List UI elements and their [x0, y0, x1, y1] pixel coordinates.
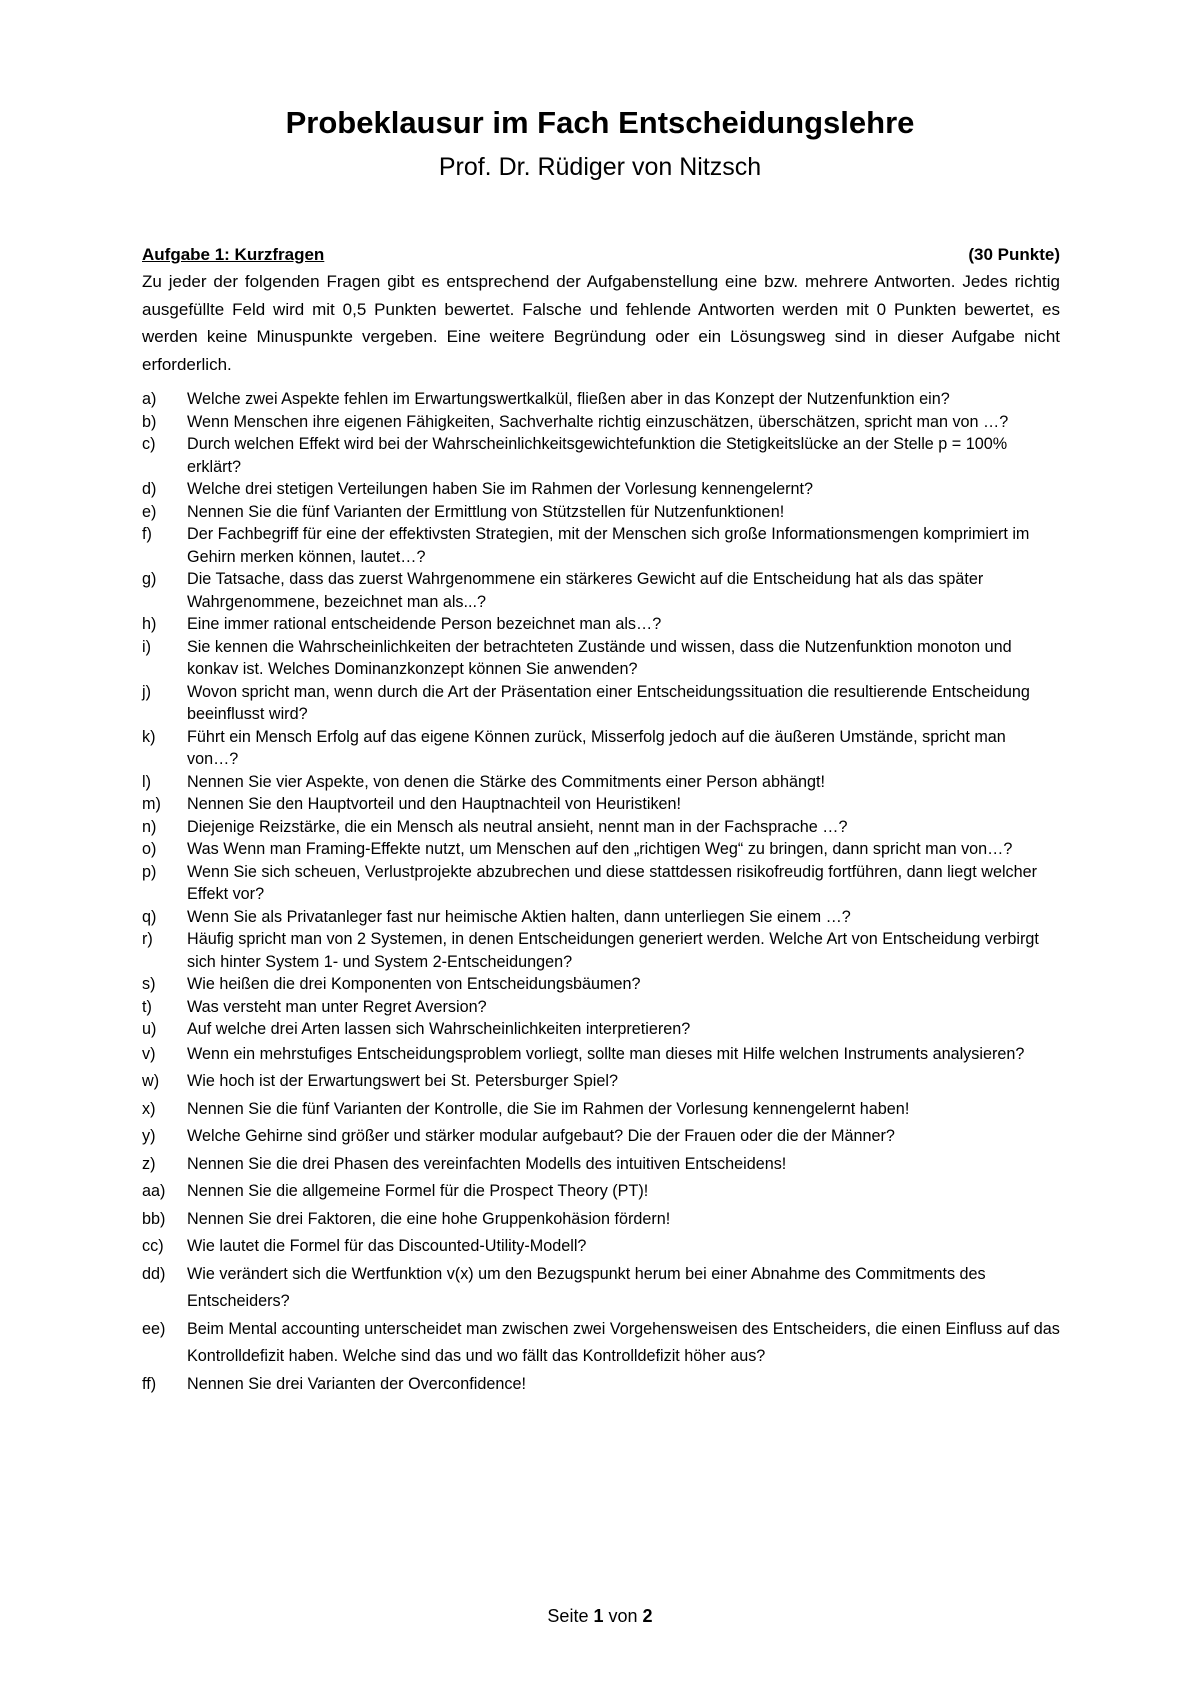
question-text: Nennen Sie den Hauptvorteil und den Hauptnachteil von Heuristiken! [187, 795, 682, 813]
question-label: a) [142, 390, 157, 408]
question-text: Wie lautet die Formel für das Discounted-Utility-Modell? [187, 1237, 587, 1255]
question-text: Wenn ein mehrstufiges Entscheidungsproblem vorliegt, sollte man dieses mit Hilfe welchen Instruments analysieren? [187, 1044, 1025, 1063]
question-item [142, 411, 1060, 434]
question-text: Wovon spricht man, wenn durch die Art der Präsentation einer Entscheidungssituation die resultierende Entscheidung beeinflusst wird? [187, 682, 1030, 723]
question-item [142, 906, 1060, 929]
question-label: n) [142, 817, 157, 836]
task-points: (30 Punkte) [968, 245, 1060, 264]
question-text: Häufig spricht man von 2 Systemen, in denen Entscheidungen generiert werden. Welche Art von Entscheidung verbirgt sich hinter System 1- und System 2-Entscheidungen? [187, 930, 1039, 971]
question-label: f) [142, 525, 152, 543]
question-item [142, 1178, 1060, 1206]
question-text: Beim Mental accounting unterscheidet man zwischen zwei Vorgehensweisen des Entscheiders, die einen Einfluss auf das Kontrolldefizit haben. Welche sind das und wo fällt das Kontrolldefizit höher aus? [187, 1319, 1060, 1365]
question-label: e) [142, 502, 157, 521]
question-item [142, 793, 1060, 816]
question-label: g) [142, 570, 157, 588]
question-text: Wie hoch ist der Erwartungswert bei St. Petersburger Spiel? [187, 1072, 618, 1090]
task-title: Aufgabe 1: Kurzfragen [142, 245, 325, 264]
question-label: r) [142, 930, 153, 948]
question-text: Nennen Sie die fünf Varianten der Kontrolle, die Sie im Rahmen der Vorlesung kennengelernt haben! [187, 1099, 910, 1118]
question-label: i) [142, 637, 151, 656]
task-section [142, 242, 1060, 1398]
footer-page-total: 2 [642, 1606, 653, 1626]
question-item [142, 501, 1060, 524]
question-item [142, 1068, 1060, 1096]
question-text: Welche Gehirne sind größer und stärker modular aufgebaut? Die der Frauen oder die der Männer? [187, 1127, 895, 1145]
question-text: Wie heißen die drei Komponenten von Entscheidungsbäumen? [187, 975, 641, 993]
question-item [142, 1233, 1060, 1261]
question-item [142, 928, 1060, 973]
question-label: j) [142, 682, 151, 701]
question-text: Nennen Sie die allgemeine Formel für die Prospect Theory (PT)! [187, 1182, 649, 1200]
question-text: Die Tatsache, dass das zuerst Wahrgenommene ein stärkeres Gewicht auf die Entscheidung hat als das später Wahrgenommene, bezeichnet man als...? [187, 570, 984, 611]
question-item [142, 613, 1060, 636]
question-text: Auf welche drei Arten lassen sich Wahrscheinlichkeiten interpretieren? [187, 1020, 691, 1038]
question-label: p) [142, 862, 157, 881]
question-label: y) [142, 1127, 156, 1145]
question-text: Nennen Sie drei Faktoren, die eine hohe Gruppenkohäsion fördern! [187, 1209, 671, 1228]
question-label: bb) [142, 1209, 166, 1228]
question-item [142, 771, 1060, 794]
question-item [142, 523, 1060, 568]
question-item [142, 973, 1060, 996]
question-item [142, 1123, 1060, 1151]
question-item [142, 681, 1060, 726]
question-label: k) [142, 727, 156, 746]
question-list [142, 388, 1060, 1398]
question-text: Sie kennen die Wahrscheinlichkeiten der betrachteten Zustände und wissen, dass die Nutzenfunktion monoton und konkav ist. Welches Dominanzkonzept können Sie anwenden? [187, 637, 1012, 678]
question-label: w) [142, 1072, 160, 1090]
question-text: Welche zwei Aspekte fehlen im Erwartungswertkalkül, fließen aber in das Konzept der Nutzenfunktion ein? [187, 390, 950, 408]
question-item [142, 726, 1060, 771]
author: Prof. Dr. Rüdiger von Nitzsch [438, 153, 762, 181]
question-label: q) [142, 907, 157, 926]
question-text: Der Fachbegriff für eine der effektivsten Strategien, mit der Menschen sich große Informationsmengen komprimiert im Gehirn merken können, lautet…? [187, 525, 1030, 566]
question-text: Wie verändert sich die Wertfunktion v(x) um den Bezugspunkt herum bei einer Abnahme des Commitments des Entscheiders? [187, 1264, 986, 1310]
question-item [142, 996, 1060, 1019]
question-label: t) [142, 997, 152, 1016]
question-label: v) [142, 1044, 156, 1063]
question-text: Diejenige Reizstärke, die ein Mensch als neutral ansieht, nennt man in der Fachsprache …? [187, 817, 848, 836]
question-label: h) [142, 615, 157, 633]
question-label: cc) [142, 1237, 164, 1255]
question-text: Wenn Sie als Privatanleger fast nur heimische Aktien halten, dann unterliegen Sie einem …? [187, 907, 851, 926]
question-item [142, 1151, 1060, 1179]
question-label: c) [142, 435, 156, 453]
question-label: s) [142, 975, 156, 993]
question-item [142, 1206, 1060, 1234]
question-label: o) [142, 840, 157, 858]
question-label: z) [142, 1154, 156, 1173]
question-text: Wenn Menschen ihre eigenen Fähigkeiten, Sachverhalte richtig einzuschätzen, überschätzen, spricht man von …? [187, 412, 1009, 431]
footer-middle: von [608, 1606, 638, 1626]
question-text: Nennen Sie die drei Phasen des vereinfachten Modells des intuitiven Entscheidens! [187, 1154, 787, 1173]
question-label: aa) [142, 1182, 166, 1200]
question-text: Nennen Sie die fünf Varianten der Ermittlung von Stützstellen für Nutzenfunktionen! [187, 502, 785, 521]
question-label: u) [142, 1020, 157, 1038]
question-text: Welche drei stetigen Verteilungen haben Sie im Rahmen der Vorlesung kennengelernt? [187, 480, 814, 498]
question-item [142, 1041, 1060, 1069]
question-text: Führt ein Mensch Erfolg auf das eigene Können zurück, Misserfolg jedoch auf die äußeren Umstände, spricht man von…? [187, 727, 1006, 768]
question-label: ee) [142, 1319, 166, 1338]
question-text: Was Wenn man Framing-Effekte nutzt, um Menschen auf den „richtigen Weg“ zu bringen, dann spricht man von…? [187, 840, 1013, 858]
question-label: dd) [142, 1264, 166, 1283]
footer-prefix: Seite [547, 1606, 589, 1626]
question-item [142, 433, 1060, 478]
question-item [142, 478, 1060, 501]
question-item [142, 1018, 1060, 1041]
question-label: l) [142, 772, 151, 791]
question-item [142, 568, 1060, 613]
question-item [142, 1261, 1060, 1316]
question-text: Wenn Sie sich scheuen, Verlustprojekte abzubrechen und diese stattdessen risikofreudig fortführen, dann liegt welcher Effekt vor? [187, 862, 1038, 903]
question-item [142, 1316, 1060, 1371]
question-item [142, 388, 1060, 411]
question-label: b) [142, 412, 157, 431]
question-label: d) [142, 480, 157, 498]
question-item [142, 1371, 1060, 1399]
question-text: Nennen Sie vier Aspekte, von denen die Stärke des Commitments einer Person abhängt! [187, 772, 825, 791]
question-text: Eine immer rational entscheidende Person bezeichnet man als…? [187, 615, 662, 633]
page-title: Probeklausur im Fach Entscheidungslehre [285, 105, 915, 140]
question-item [142, 636, 1060, 681]
question-item [142, 861, 1060, 906]
question-label: x) [142, 1099, 156, 1118]
question-label: m) [142, 795, 161, 813]
question-text: Durch welchen Effekt wird bei der Wahrscheinlichkeitsgewichtefunktion die Stetigkeitslücke an der Stelle p = 100% erklärt? [187, 435, 1008, 476]
question-item [142, 838, 1060, 861]
task-header [142, 242, 1060, 268]
question-item [142, 1096, 1060, 1124]
footer-page-number: 1 [593, 1606, 604, 1626]
question-text: Nennen Sie drei Varianten der Overconfidence! [187, 1374, 526, 1393]
task-intro: Zu jeder der folgenden Fragen gibt es entsprechend der Aufgabenstellung eine bzw. mehrere Antworten. Jedes richtig ausgefüllte Feld wird mit 0,5 Punkten bewertet. Falsche und fehlende Antworten werden mit 0 Punkten bewertet, es werden keine Minuspunkte vergeben. Eine weitere Begründung oder ein Lösungsweg sind in dieser Aufgabe nicht erforderlich. [142, 272, 1060, 374]
question-item [142, 816, 1060, 839]
page-footer [0, 1606, 1200, 1627]
question-text: Was versteht man unter Regret Aversion? [187, 997, 487, 1016]
question-label: ff) [142, 1374, 157, 1393]
